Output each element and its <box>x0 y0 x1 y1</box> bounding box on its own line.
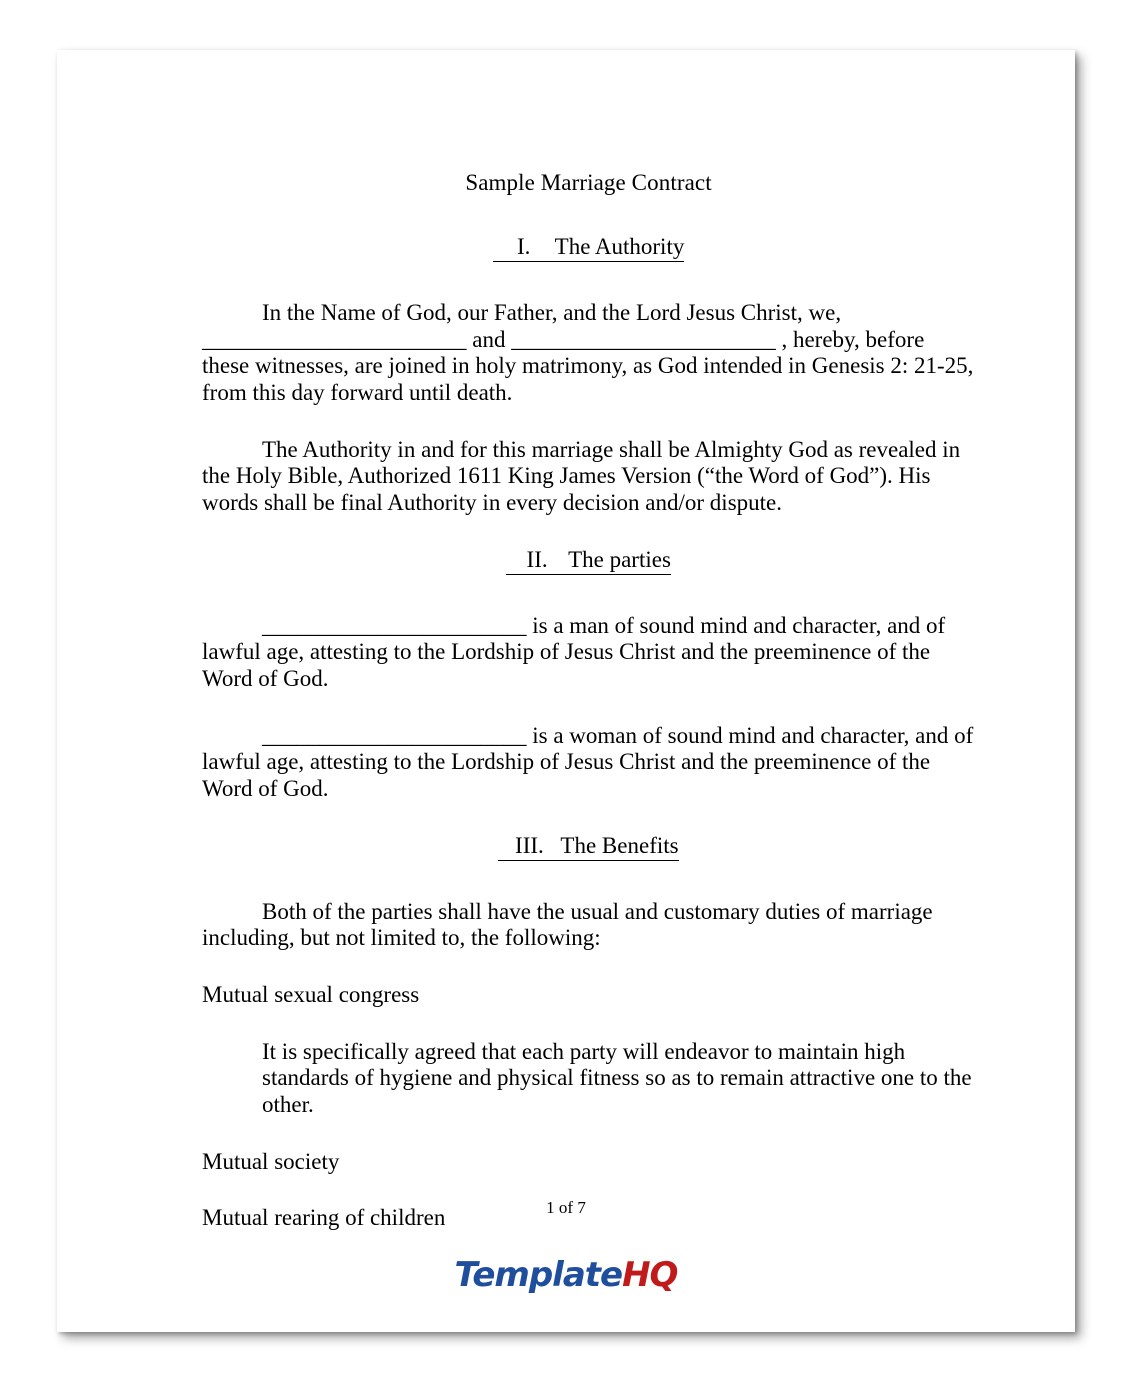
paragraph-authority-1: In the Name of God, our Father, and the Lord Jesus Christ, we, _______________________ and _______________________ , hereby, before these witnesses, are joined in holy matrimony, as God intended in Genesis 2: 21-25, from this day forward until death. <box>202 300 974 406</box>
paragraph-parties-1: _______________________ is a man of sound mind and character, and of lawful age, attesting to the Lordship of Jesus Christ and the preeminence of the Word of God. <box>202 612 946 692</box>
paragraph-benefits-1: Both of the parties shall have the usual and customary duties of marriage including, but not limited to, the following: <box>202 898 933 951</box>
section-heading-benefits <box>202 833 975 861</box>
paragraph-parties-2: _______________________ is a woman of sound mind and character, and of lawful age, attesting to the Lordship of Jesus Christ and the preeminence of the Word of God. <box>202 722 974 802</box>
section-heading-parties <box>202 547 975 575</box>
section-numeral: I. <box>516 234 531 259</box>
list-item-mutual-rearing-of-children: Mutual rearing of children <box>202 1205 446 1231</box>
section-title: The parties <box>568 546 671 572</box>
paragraph-authority-2: The Authority in and for this marriage shall be Almighty God as revealed in the Holy Bible, Authorized 1611 King James Version (“the Word of God”). His words shall be final Authority in every decision and/or dispute. <box>202 436 961 516</box>
logo-text-hq: HQ <box>622 1255 678 1295</box>
document-page <box>57 50 1075 1332</box>
logo-text-template: Template <box>454 1255 623 1295</box>
benefits-note: It is specifically agreed that each party will endeavor to maintain high standards of hygiene and physical fitness so as to remain attractive one to the other. <box>262 1038 972 1118</box>
section-title: The Benefits <box>560 832 679 858</box>
document-body <box>57 50 1075 1332</box>
page-number: 1 of 7 <box>546 1198 586 1217</box>
section-numeral: III. <box>515 832 544 858</box>
section-heading-authority <box>202 234 975 262</box>
list-item-mutual-sexual-congress: Mutual sexual congress <box>202 982 420 1008</box>
section-title: The Authority <box>554 234 685 259</box>
templatehq-logo <box>57 1255 1075 1295</box>
list-item-mutual-society: Mutual society <box>202 1148 340 1174</box>
section-numeral: II. <box>526 546 548 572</box>
page-title: Sample Marriage Contract <box>465 170 712 195</box>
